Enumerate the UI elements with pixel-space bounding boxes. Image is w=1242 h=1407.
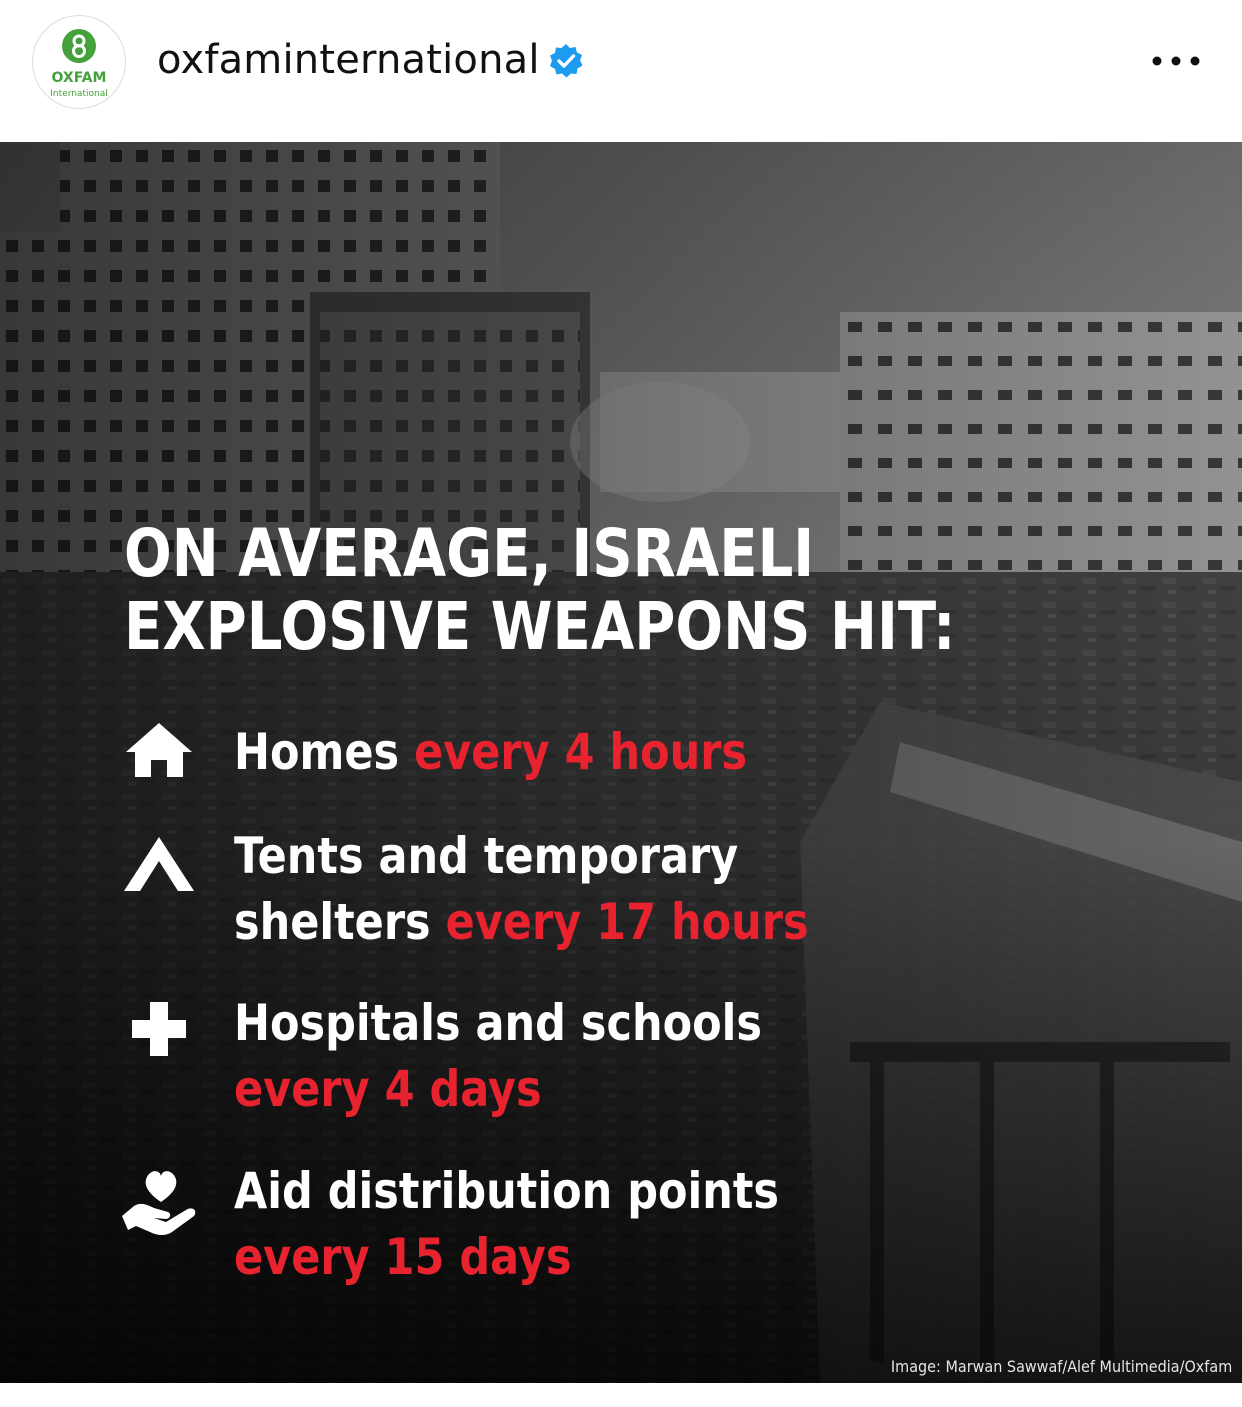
headline-line-1: ON AVERAGE, ISRAELI [124, 515, 815, 592]
oxfam-logo-icon [33, 16, 125, 108]
stat-hospitals-frequency: every 4 days [234, 1060, 542, 1118]
stat-tents-label-line-2: shelters [234, 893, 431, 951]
stat-homes [234, 719, 1008, 785]
post-header [0, 0, 1242, 142]
post-footer [0, 1383, 1242, 1407]
image-credit: Image: Marwan Sawwaf/Alef Multimedia/Oxfam [890, 1357, 1232, 1376]
house-icon [124, 720, 194, 780]
stat-aid-points-frequency: every 15 days [234, 1228, 572, 1286]
medical-cross-icon [130, 1000, 188, 1058]
stat-tents-label-line-1: Tents and temporary [234, 827, 739, 885]
heart-hand-icon [120, 1166, 202, 1238]
headline-line-2: EXPLOSIVE WEAPONS HIT: [124, 588, 956, 665]
stat-homes-label: Homes [234, 723, 400, 781]
profile-avatar[interactable] [32, 15, 126, 109]
headline [124, 517, 974, 663]
avatar-subtitle: International [50, 89, 108, 99]
stat-aid-points-label: Aid distribution points [234, 1162, 780, 1220]
stat-hospitals [234, 990, 1008, 1122]
username-link[interactable]: oxfaminternational [157, 37, 540, 83]
tent-icon [122, 835, 196, 893]
stat-aid-points [234, 1158, 1008, 1290]
stat-tents [234, 823, 1008, 955]
stat-tents-frequency: every 17 hours [445, 893, 809, 951]
stat-homes-frequency: every 4 hours [414, 723, 748, 781]
more-options-icon[interactable] [1148, 46, 1204, 76]
stat-hospitals-label: Hospitals and schools [234, 994, 763, 1052]
avatar-title: OXFAM [51, 70, 107, 86]
verified-badge-icon [548, 43, 584, 79]
